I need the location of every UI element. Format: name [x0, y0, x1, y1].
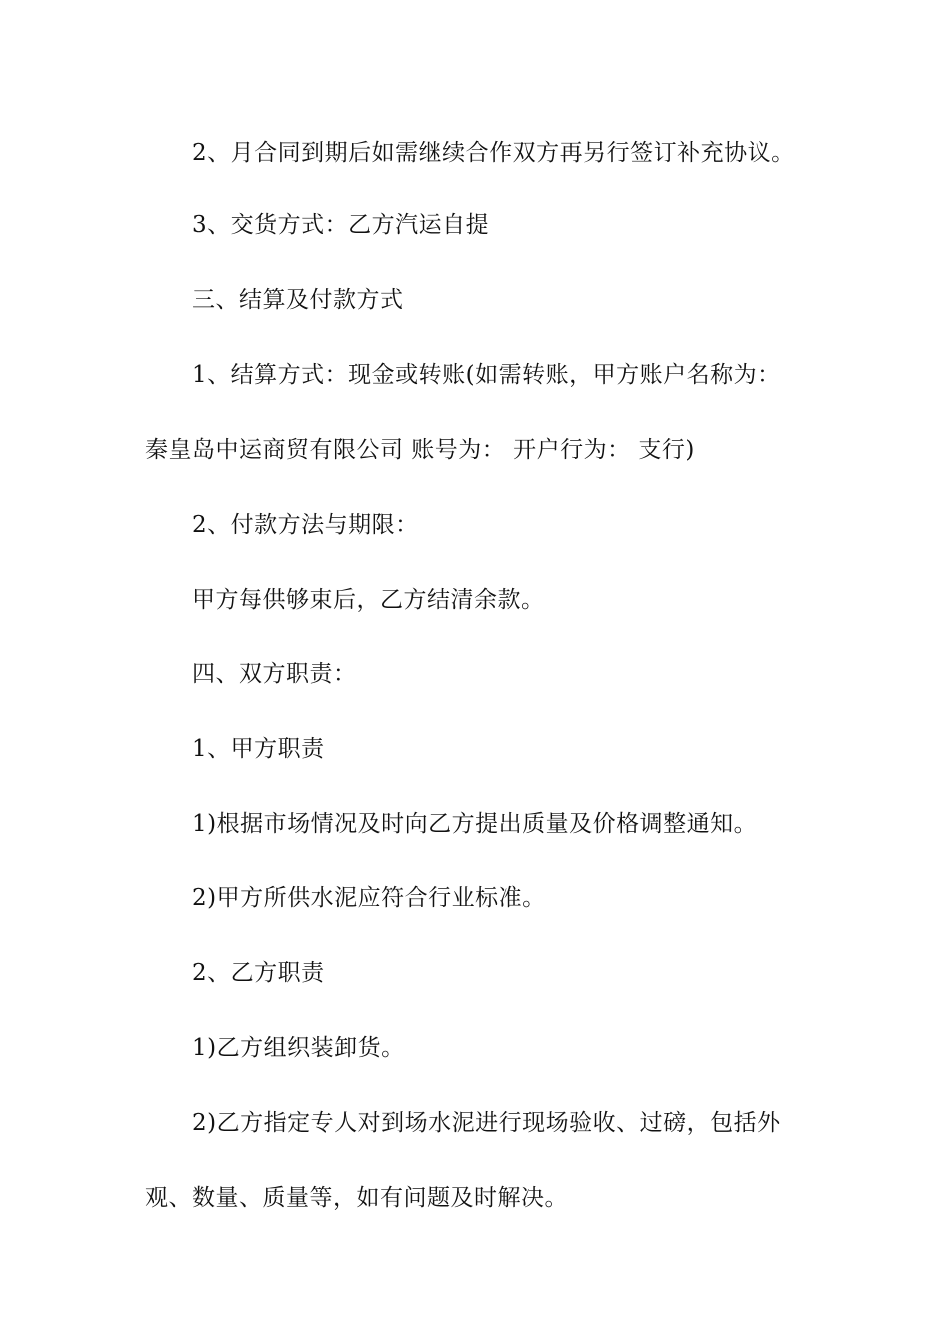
clause-2-contract-renewal: 2、月合同到期后如需继续合作双方再另行签订补充协议。 — [192, 140, 795, 166]
section-3-heading: 三、结算及付款方式 — [192, 287, 404, 313]
clause-1-settlement-method: 1、结算方式：现金或转账(如需转账，甲方账户名称为： — [192, 362, 781, 388]
party-b-duty-1: 1)乙方组织装卸货。 — [192, 1035, 405, 1061]
payment-terms-text: 甲方每供够束后，乙方结清余款。 — [192, 587, 545, 613]
party-b-duty-2: 2)乙方指定专人对到场水泥进行现场验收、过磅，包括外 — [192, 1110, 781, 1136]
clause-2-payment-terms: 2、付款方法与期限： — [192, 512, 419, 538]
party-a-duties-heading: 1、甲方职责 — [192, 736, 325, 762]
party-a-duty-1: 1)根据市场情况及时向乙方提出质量及价格调整通知。 — [192, 811, 758, 837]
section-4-heading: 四、双方职责： — [192, 661, 357, 687]
clause-3-delivery-method: 3、交货方式：乙方汽运自提 — [192, 212, 490, 238]
party-a-duty-2: 2)甲方所供水泥应符合行业标准。 — [192, 885, 546, 911]
clause-1-account-details: 秦皇岛中运商贸有限公司 账号为： 开户行为： 支行) — [145, 437, 695, 463]
party-b-duty-2-continued: 观、数量、质量等，如有问题及时解决。 — [145, 1185, 568, 1211]
party-b-duties-heading: 2、乙方职责 — [192, 960, 325, 986]
